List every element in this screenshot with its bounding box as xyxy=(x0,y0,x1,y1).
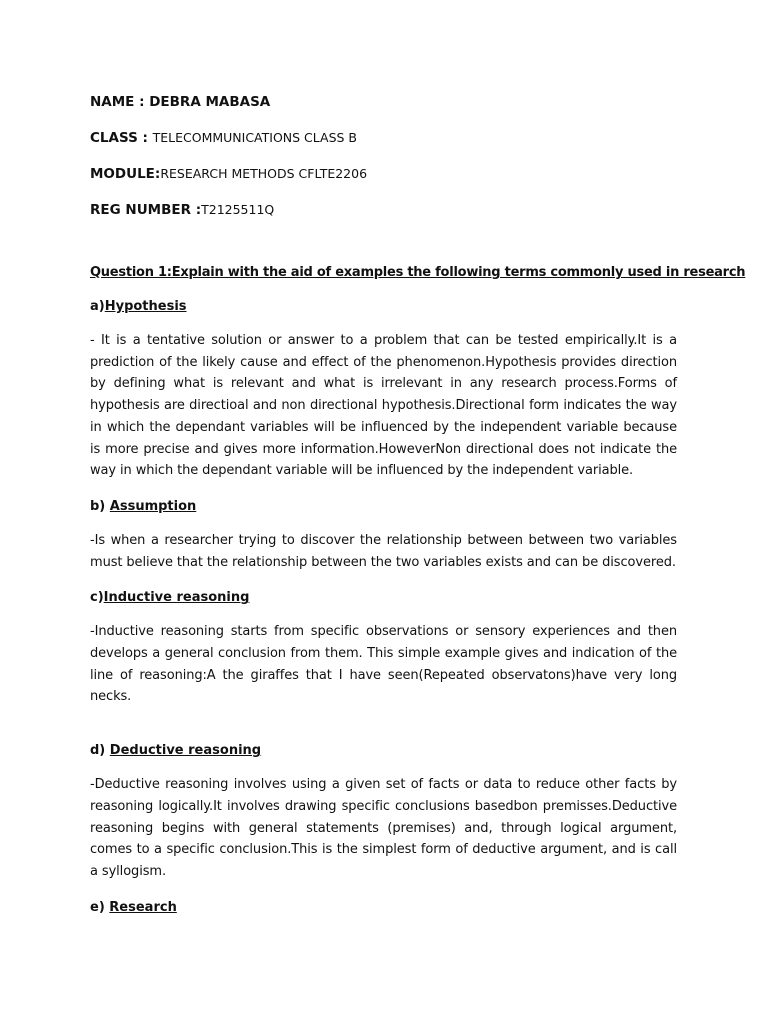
reg-number-label: REG NUMBER : xyxy=(90,202,202,218)
reg-number-value: T2125511Q xyxy=(201,202,275,217)
reg-number-line xyxy=(90,201,677,220)
section-title: Hypothesis xyxy=(104,299,187,314)
blank-line xyxy=(90,708,677,742)
section-title: Assumption xyxy=(109,498,197,514)
section-prefix: a) xyxy=(90,299,105,314)
module-value: RESEARCH METHODS CFLTE2206 xyxy=(160,166,368,181)
student-name-line xyxy=(90,93,677,112)
section-heading-assumption xyxy=(90,498,677,516)
section-heading-research xyxy=(90,899,677,917)
student-name: NAME : DEBRA MABASA xyxy=(90,94,271,110)
section-prefix: e) xyxy=(90,899,110,915)
section-heading-deductive-reasoning xyxy=(90,742,677,760)
section-heading-inductive-reasoning xyxy=(90,589,677,607)
section-prefix: c) xyxy=(90,590,104,606)
section-heading-hypothesis xyxy=(90,298,677,316)
question-heading: Question 1:Explain with the aid of examples the following terms commonly used in research xyxy=(90,265,746,280)
class-value: TELECOMMUNICATIONS CLASS B xyxy=(152,130,358,145)
document-content xyxy=(90,93,746,917)
section-title: Deductive reasoning xyxy=(109,743,262,759)
section-body-hypothesis: - It is a tentative solution or answer to a problem that can be tested empirically.It is a prediction of the likely cause and effect of the phenomenon.Hypothesis provides direction by defining what is relevant and what is irrelevant in any research process.Forms of hypothesis are directioal and non directional hypothesis.Directional form indicates the way in which the dependant variables will be influenced by the independent variable because is more precise and gives more information.HoweverNon directional does not indicate the way in which the dependant variable will be influenced by the independent variable. xyxy=(90,333,677,479)
section-prefix: b) xyxy=(90,498,110,514)
section-body-deductive-reasoning: -Deductive reasoning involves using a given set of facts or data to reduce other facts by reasoning logically.It involves drawing specific conclusions basedbon premisses.Deductive reasoning begins with general statements (premises) and, through logical argument, comes to a specific conclusion.This is the simplest form of deductive argument, and is call a syllogism. xyxy=(90,777,677,879)
section-body-assumption: -Is when a researcher trying to discover the relationship between between two variables must believe that the relationship between the two variables exists and can be discovered. xyxy=(90,532,677,570)
class-label: CLASS : xyxy=(90,130,153,146)
class-line xyxy=(90,129,677,148)
section-title: Inductive reasoning xyxy=(103,590,250,606)
section-body-inductive-reasoning: -Inductive reasoning starts from specific observations or sensory experiences and then develops a general conclusion from them. This simple example gives and indication of the line of reasoning:A the giraffes that I have seen(Repeated observatons)have very long necks. xyxy=(90,624,677,705)
module-label: MODULE: xyxy=(90,166,161,182)
module-line xyxy=(90,165,677,184)
section-title: Research xyxy=(109,899,177,915)
section-prefix: d) xyxy=(90,743,110,759)
